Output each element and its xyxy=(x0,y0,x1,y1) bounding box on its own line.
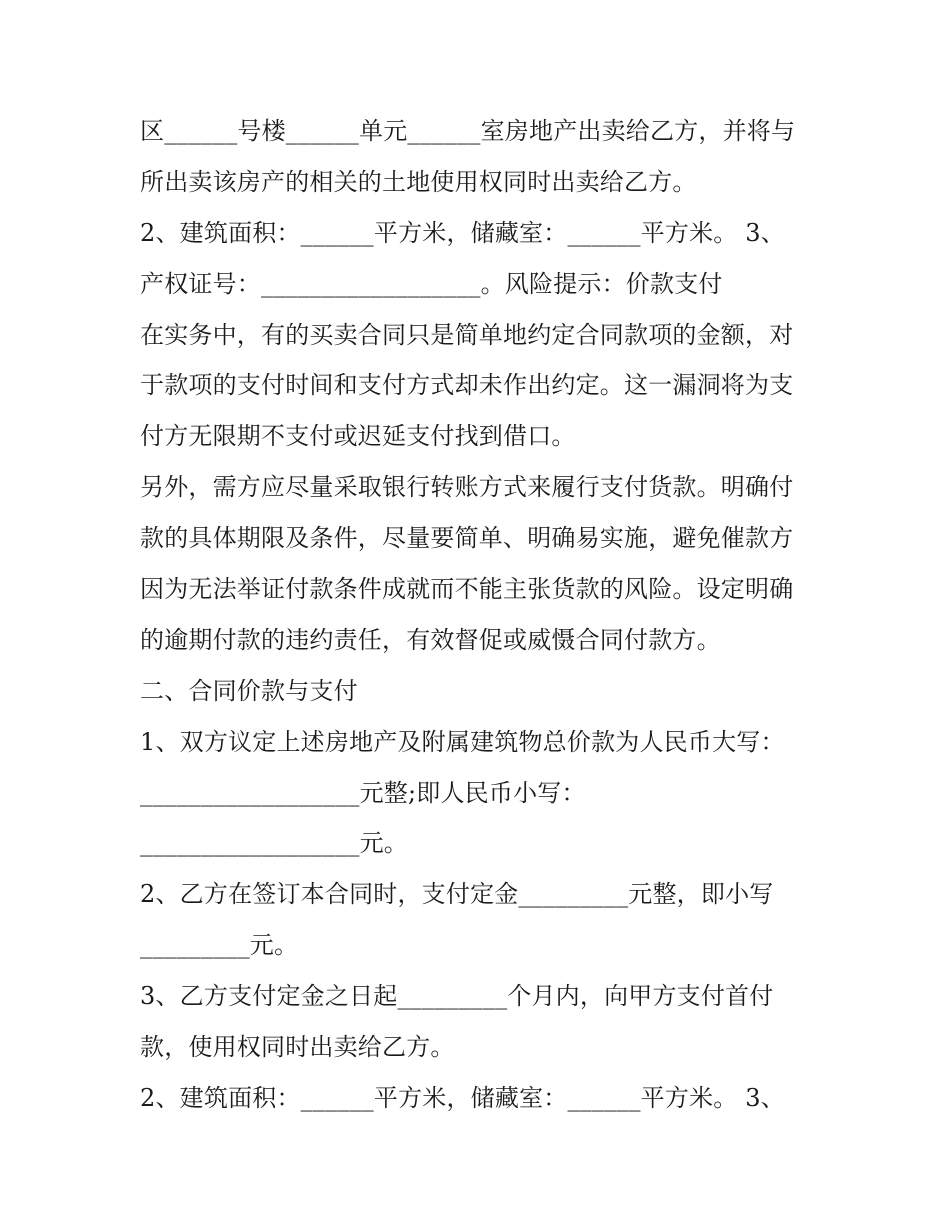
text-line: __________________元。 xyxy=(140,829,408,858)
text-line: 1、双方议定上述房地产及附属建筑物总价款为人民币大写： xyxy=(140,727,785,756)
text-line: 的逾期付款的违约责任，有效督促或威慑合同付款方。 xyxy=(140,625,721,654)
text-line: __________________元整;即人民币小写： xyxy=(140,778,586,807)
text-line: 2、乙方在签订本合同时，支付定金_________元整，即小写 xyxy=(140,880,774,909)
text-line: 所出卖该房产的相关的土地使用权同时出卖给乙方。 xyxy=(140,167,697,196)
text-line: 款，使用权同时出卖给乙方。 xyxy=(140,1033,455,1062)
text-line: 因为无法举证付款条件成就而不能主张货款的风险。设定明确 xyxy=(140,575,794,604)
text-line: _________元。 xyxy=(140,931,299,960)
text-line: 3、乙方支付定金之日起_________个月内，向甲方支付首付 xyxy=(140,982,774,1011)
text-line: 付方无限期不支付或迟延支付找到借口。 xyxy=(140,422,576,451)
text-line: 2、建筑面积：______平方米，储藏室：______平方米。 3、 xyxy=(140,218,785,247)
text-line: 另外，需方应尽量采取银行转账方式来履行支付货款。明确付 xyxy=(140,473,794,502)
text-line: 产权证号：__________________。风险提示：价款支付 xyxy=(140,269,723,298)
section-heading: 二、合同价款与支付 xyxy=(140,676,358,705)
text-line: 于款项的支付时间和支付方式却未作出约定。这一漏洞将为支 xyxy=(140,371,794,400)
text-line: 款的具体期限及条件，尽量要简单、明确易实施，避免催款方 xyxy=(140,524,794,553)
text-line: 2、建筑面积：______平方米，储藏室：______平方米。 3、 xyxy=(140,1083,785,1112)
text-line: 在实务中，有的买卖合同只是简单地约定合同款项的金额，对 xyxy=(140,320,794,349)
contract-text xyxy=(140,106,830,1124)
text-line: 区______号楼______单元______室房地产出卖给乙方，并将与 xyxy=(140,117,796,145)
